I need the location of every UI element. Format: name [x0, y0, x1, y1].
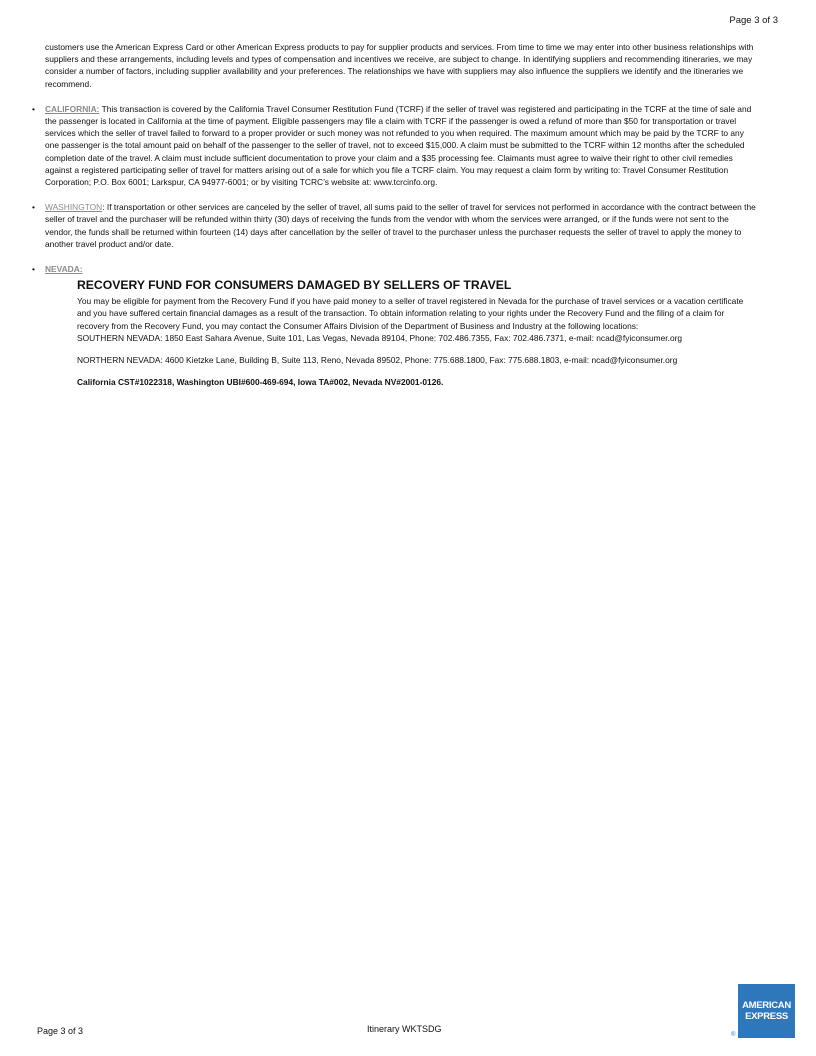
- logo-word-express: EXPRESS: [745, 1011, 788, 1022]
- license-numbers: California CST#1022318, Washington UBI#600-469-694, Iowa TA#002, Nevada NV#2001-0126.: [77, 377, 444, 388]
- bullet-marker: •: [32, 202, 35, 213]
- american-express-logo: [738, 984, 795, 1038]
- southern-nevada-address: SOUTHERN NEVADA: 1850 East Sahara Avenue, Suite 101, Las Vegas, Nevada 89104, Phone: 702.486.7355, Fax: 702.486.7371, e-mail: ncad@fyiconsumer.org: [77, 332, 683, 343]
- nevada-label: NEVADA:: [45, 264, 83, 275]
- intro-paragraph: customers use the American Express Card or other American Express products to pay for supplier products and services. From time to time we may enter into other business relationships with suppliers and these arrangements, including levels and types of compensation and incentives we receive, are subject to change. In identifying suppliers and recommending itineraries, we may consider a number of factors, including supplier availability and your preferences. The relationships we have with suppliers may also influence the suppliers we identify and the itineraries we recommend.: [45, 42, 754, 89]
- nevada-section: [30, 263, 756, 275]
- page-number-header: Page 3 of 3: [729, 15, 778, 26]
- nevada-heading: RECOVERY FUND FOR CONSUMERS DAMAGED BY SELLERS OF TRAVEL: [77, 278, 512, 293]
- california-text: This transaction is covered by the California Travel Consumer Restitution Fund (TCRF) if the seller of travel was registered and participating in the TCRF at the time of sale and the passenger is located in California at the time of payment. Eligible passengers may file a claim with TCRF if the passenger is owed a refund of more than $50 for transportation or travel services which the seller of travel failed to forward to a proper provider or such money was not refunded to you when required. The maximum amount which may be paid by the TCRF to any one passenger is the total amount paid on behalf of the passenger to the seller of travel, not to exceed $15,000. A claim must be submitted to the TCRF within 12 months after the scheduled completion date of the travel. A claim must include sufficient documentation to prove your claim and a $35 processing fee. Claimants must agree to waive their right to other civil remedies against a registered participating seller of travel for matters arising out of a sale for which you file a TCRF claim. You may request a claim form by writing to: Travel Consumer Restitution Corporation; P.O. Box 6001; Larkspur, CA 94977-6001; or by visiting TCRC’s website at: www.tcrcinfo.org.: [45, 103, 752, 188]
- california-section: [30, 103, 756, 188]
- page-number-footer: Page 3 of 3: [37, 1026, 84, 1036]
- nevada-details: [30, 278, 756, 388]
- bullet-marker: •: [32, 264, 35, 275]
- itinerary-code: Itinerary WKTSDG: [367, 1024, 442, 1034]
- washington-label: WASHINGTON: [45, 202, 103, 213]
- washington-text: : If transportation or other services are canceled by the seller of travel, all sums paid to the seller of travel for services not performed in accordance with the contract between the seller of travel and the purchaser will be refunded within thirty (30) days of receiving the funds from the vendor with whom the services were arranged, or if the funds were not sent to the vendor, the funds shall be returned within fourteen (14) days after cancellation by the seller of travel to the purchaser unless the purchaser requests the seller of travel to apply the money to another travel product and/or date.: [45, 202, 756, 249]
- washington-section: [30, 201, 756, 250]
- logo-word-american: AMERICAN: [742, 1000, 791, 1011]
- nevada-text: You may be eligible for payment from the Recovery Fund if you have paid money to a seller of travel registered in Nevada for the purchase of travel services or a vacation certificate and you have suffered certain financial damages as a result of the transaction. To obtain information relating to your rights under the Recovery Fund and the filing of a claim for recovery from the Recovery Fund, you may contact the Consumer Affairs Division of the Department of Business and Industry at the following locations:: [77, 296, 744, 331]
- bullet-marker: •: [32, 103, 35, 114]
- california-label: CALIFORNIA:: [45, 103, 100, 114]
- northern-nevada-address: NORTHERN NEVADA: 4600 Kietzke Lane, Building B, Suite 113, Reno, Nevada 89502, Phone: 775.688.1800, Fax: 775.688.1803, e-mail: ncad@fyiconsumer.org: [77, 355, 678, 366]
- document-body: [30, 41, 756, 388]
- registered-mark: ®: [731, 1032, 736, 1038]
